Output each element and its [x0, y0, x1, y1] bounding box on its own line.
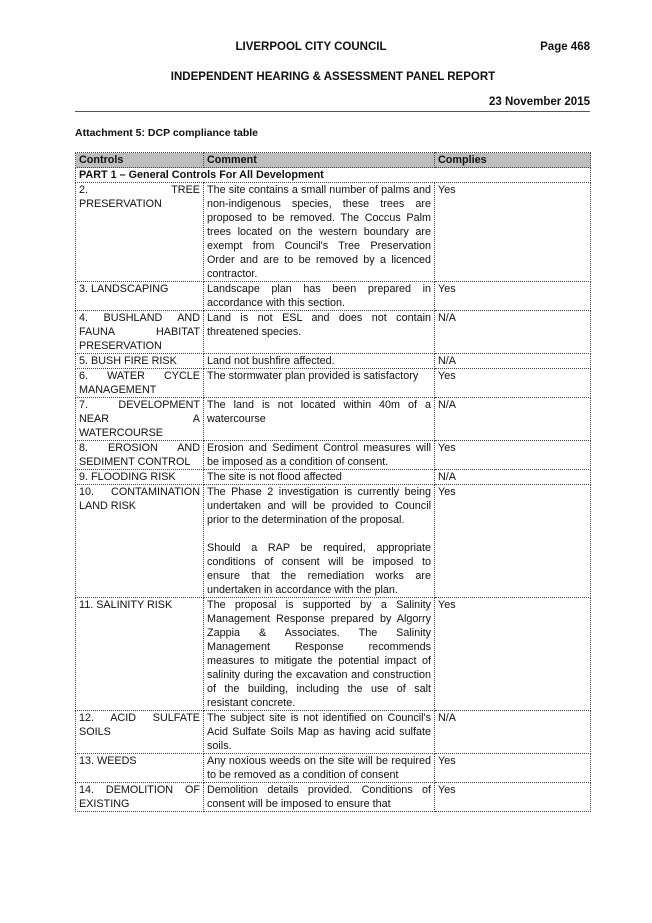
comment-cell: Land is not ESL and does not contain threatened species.: [204, 311, 435, 354]
complies-cell: Yes: [435, 783, 591, 812]
complies-cell: Yes: [435, 754, 591, 783]
section-title: PART 1 – General Controls For All Development: [76, 168, 591, 183]
comment-cell: The site contains a small number of palms and non-indigenous species, these trees are proposed to be removed. The Coccus Palm trees located on the western boundary are exempt from Council's Tree Preservation Order and are to be removed by a licenced contractor.: [204, 183, 435, 282]
complies-cell: Yes: [435, 369, 591, 398]
table-row: [76, 398, 591, 441]
control-cell: 10. CONTAMINATION LAND RISK: [76, 485, 204, 598]
control-cell: 6. WATER CYCLE MANAGEMENT: [76, 369, 204, 398]
page-number: Page 468: [540, 41, 590, 53]
table-row: [76, 783, 591, 812]
complies-cell: Yes: [435, 485, 591, 598]
control-cell: 8. EROSION AND SEDIMENT CONTROL: [76, 441, 204, 470]
table-row: [76, 441, 591, 470]
comment-cell: Demolition details provided. Conditions of consent will be imposed to ensure that: [204, 783, 435, 812]
comment-cell: The Phase 2 investigation is currently being undertaken and will be provided to Council prior to the determination of the proposal. Should a RAP be required, appropriate conditions of consent will be imposed to ensure that the remediation works are undertaken in accordance with the plan.: [204, 485, 435, 598]
control-cell: 12. ACID SULFATE SOILS: [76, 711, 204, 754]
comment-cell: The stormwater plan provided is satisfactory: [204, 369, 435, 398]
control-cell: 5. BUSH FIRE RISK: [76, 354, 204, 369]
complies-cell: N/A: [435, 354, 591, 369]
attachment-title: Attachment 5: DCP compliance table: [75, 127, 259, 139]
table-row: [76, 598, 591, 711]
control-cell: 9. FLOODING RISK: [76, 470, 204, 485]
complies-cell: Yes: [435, 598, 591, 711]
control-cell: 13. WEEDS: [76, 754, 204, 783]
control-cell: 14. DEMOLITION OF EXISTING: [76, 783, 204, 812]
column-header-complies: Complies: [435, 153, 591, 168]
header-divider: [75, 111, 590, 112]
comment-cell: Landscape plan has been prepared in accordance with this section.: [204, 282, 435, 311]
comment-cell: The site is not flood affected: [204, 470, 435, 485]
complies-cell: Yes: [435, 183, 591, 282]
section-row: [76, 168, 591, 183]
control-cell: 3. LANDSCAPING: [76, 282, 204, 311]
control-cell: 2. TREE PRESERVATION: [76, 183, 204, 282]
table-row: [76, 183, 591, 282]
comment-cell: Erosion and Sediment Control measures will be imposed as a condition of consent.: [204, 441, 435, 470]
table-row: [76, 369, 591, 398]
table-row: [76, 311, 591, 354]
council-name-text: LIVERPOOL CITY COUNCIL: [235, 41, 387, 53]
control-cell: 7. DEVELOPMENT NEAR A WATERCOURSE: [76, 398, 204, 441]
table-header-row: [76, 153, 591, 168]
table-row: [76, 485, 591, 598]
comment-cell: The subject site is not identified on Council's Acid Sulfate Soils Map as having acid sulfate soils.: [204, 711, 435, 754]
comment-cell: Any noxious weeds on the site will be required to be removed as a condition of consent: [204, 754, 435, 783]
comment-cell: The land is not located within 40m of a watercourse: [204, 398, 435, 441]
comment-cell: The proposal is supported by a Salinity Management Response prepared by Algorry Zappia & Associates. The Salinity Management Response recommends measures to mitigate the potential impact of salinity during the excavation and construction of the building, including the use of salt resistant concrete.: [204, 598, 435, 711]
complies-cell: N/A: [435, 470, 591, 485]
table-row: [76, 354, 591, 369]
table-row: [76, 754, 591, 783]
complies-cell: Yes: [435, 441, 591, 470]
control-cell: 11. SALINITY RISK: [76, 598, 204, 711]
report-date: 23 November 2015: [488, 96, 590, 108]
table-body: [76, 168, 591, 812]
complies-cell: N/A: [435, 711, 591, 754]
column-header-comment: Comment: [204, 153, 435, 168]
comment-cell: Land not bushfire affected.: [204, 354, 435, 369]
table-row: [76, 470, 591, 485]
complies-cell: N/A: [435, 398, 591, 441]
column-header-controls: Controls: [76, 153, 204, 168]
table-row: [76, 711, 591, 754]
complies-cell: N/A: [435, 311, 591, 354]
complies-cell: Yes: [435, 282, 591, 311]
dcp-compliance-table: [75, 152, 591, 812]
report-title: INDEPENDENT HEARING & ASSESSMENT PANEL REPORT: [170, 71, 496, 83]
table-row: [76, 282, 591, 311]
control-cell: 4. BUSHLAND AND FAUNA HABITAT PRESERVATION: [76, 311, 204, 354]
